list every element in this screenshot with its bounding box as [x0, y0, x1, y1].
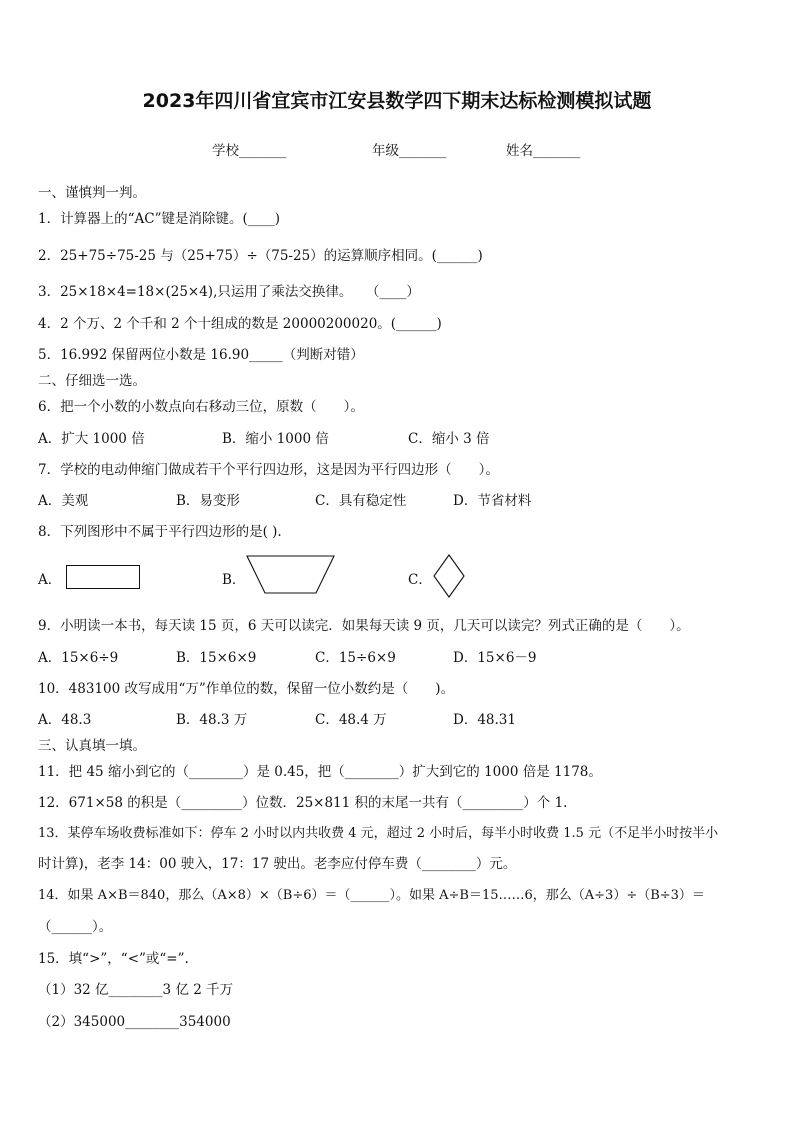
question-13-line-1: 13．某停车场收费标准如下：停车 2 小时以内共收费 4 元，超过 2 小时后，每半小时收费 1.5 元（不足半小时按半小 — [38, 826, 719, 841]
question-10-option-b: B．48.3 万 — [176, 712, 248, 728]
question-11: 11．把 45 缩小到它的（________）是 0.45，把（________）扩大到它的 1000 倍是 1178。 — [38, 764, 602, 780]
question-12: 12．671×58 的积是（_________）位数．25×811 积的末尾一共有（_________）个 1. — [38, 795, 568, 811]
question-9: 9．小明读一本书，每天读 15 页，6 天可以读完．如果每天读 9 页，几天可以读完？列式正确的是（ ）。 — [38, 618, 690, 634]
school-field: 学校_______ — [212, 143, 287, 159]
question-8-option-b: B． — [222, 572, 246, 588]
question-6-option-c: C．缩小 3 倍 — [408, 431, 490, 447]
name-field: 姓名_______ — [506, 143, 581, 159]
question-10: 10．483100 改写成用“万”作单位的数，保留一位小数约是（ )。 — [38, 681, 455, 697]
question-7: 7．学校的电动伸缩门做成若干个平行四边形，这是因为平行四边形（ ）。 — [38, 462, 499, 478]
question-4: 4．2 个万、2 个千和 2 个十组成的数是 20000200020。(______) — [38, 316, 442, 332]
question-14-line-2: （______）。 — [38, 919, 113, 935]
question-13-line-2: 时计算)，老李 14：00 驶入，17：17 驶出。老李应付停车费（________）元。 — [38, 856, 517, 872]
section-2-heading: 二、仔细选一选。 — [38, 373, 146, 389]
question-9-option-a: A．15×6÷9 — [38, 650, 119, 666]
question-9-option-c: C．15÷6×9 — [315, 650, 396, 666]
question-2: 2．25+75÷75-25 与（25+75）÷（75-25）的运算顺序相同。(______) — [38, 248, 483, 264]
question-15-part-1: （1）32 亿________3 亿 2 千万 — [38, 982, 234, 998]
question-1: 1．计算器上的“AC”键是消除键。(____) — [38, 211, 281, 227]
question-8-option-c: C． — [408, 572, 432, 588]
question-6-option-a: A．扩大 1000 倍 — [38, 431, 145, 447]
question-10-option-a: A．48.3 — [38, 712, 92, 728]
question-14-line-1: 14．如果 A×B＝840，那么（A×8）×（B÷6）＝（______）。如果 A÷B＝15……6，那么（A÷3）÷（B÷3）＝ — [38, 888, 705, 903]
question-6-option-b: B．缩小 1000 倍 — [222, 431, 329, 447]
question-9-option-b: B．15×6×9 — [176, 650, 257, 666]
grade-field: 年级_______ — [372, 143, 447, 159]
rhombus-shape — [433, 554, 465, 598]
question-9-option-d: D．15×6－9 — [453, 650, 537, 666]
page-title: 2023年四川省宜宾市江安县数学四下期末达标检测模拟试题 — [142, 90, 652, 112]
question-3: 3．25×18×4=18×(25×4),只运用了乘法交换律。 （____） — [38, 284, 420, 300]
section-1-heading: 一、谨慎判一判。 — [38, 185, 146, 201]
question-7-option-b: B．易变形 — [176, 493, 240, 509]
question-10-option-c: C．48.4 万 — [315, 712, 387, 728]
question-5: 5．16.992 保留两位小数是 16.90_____（判断对错） — [38, 347, 364, 363]
question-7-option-a: A．美观 — [38, 493, 89, 509]
trapezoid-shape — [246, 555, 336, 595]
question-7-option-c: C．具有稳定性 — [315, 493, 407, 509]
section-3-heading: 三、认真填一填。 — [38, 738, 146, 754]
question-6: 6．把一个小数的小数点向右移动三位，原数（ ）。 — [38, 399, 364, 415]
question-8: 8．下列图形中不属于平行四边形的是( ). — [38, 524, 282, 540]
question-10-option-d: D．48.31 — [453, 712, 516, 728]
question-7-option-d: D．节省材料 — [453, 493, 532, 509]
question-8-option-a: A． — [38, 572, 62, 588]
rectangle-shape — [66, 565, 140, 589]
question-15: 15．填“>”，“<”或“=”. — [38, 951, 189, 967]
question-15-part-2: （2）345000________354000 — [38, 1014, 231, 1030]
